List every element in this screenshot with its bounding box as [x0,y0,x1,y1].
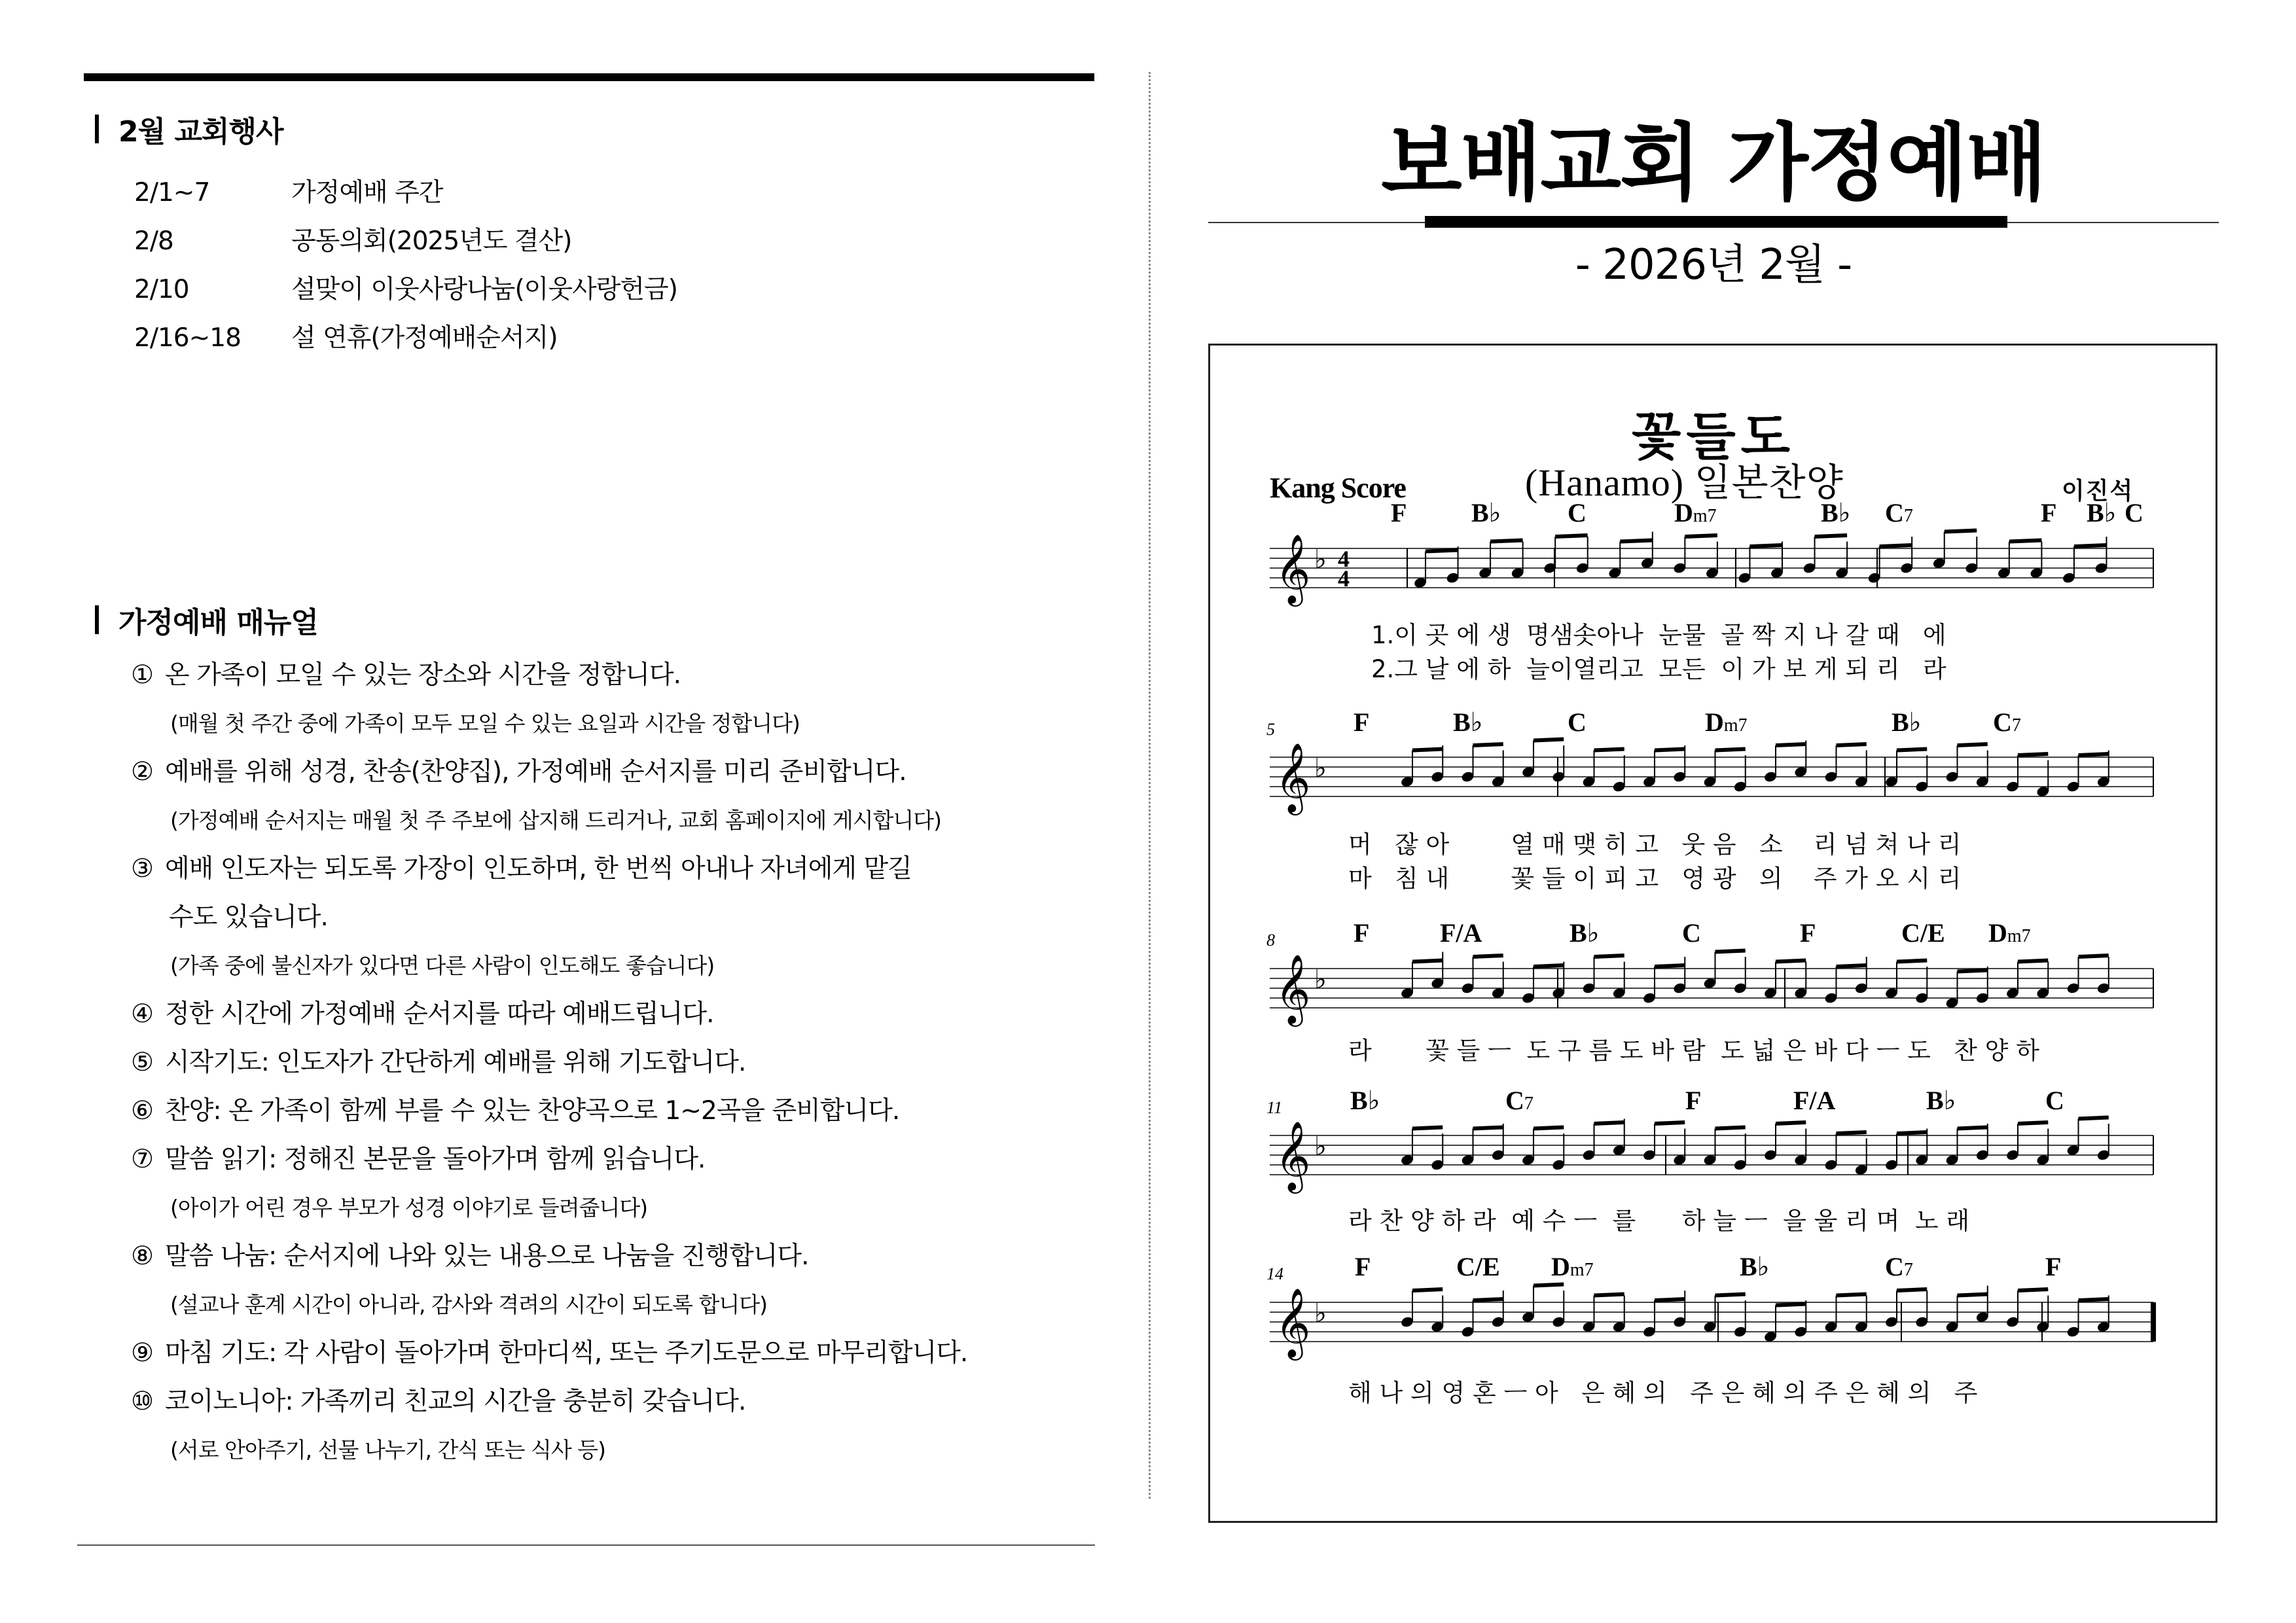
lyric-line: 마 침 내 꽃 들 이 피 고 영 광 의 주 가 오 시 리 [1348,865,1962,893]
manual-note-10: (서로 안아주기, 선물 나누기, 간식 또는 식사 등) [170,1437,605,1463]
measure-number: 14 [1266,1264,1283,1283]
lyric-line: 해 나 의 영 혼 ㅡ 아 은 혜 의 주 은 혜 의 주 은 혜 의 주 [1348,1379,1978,1407]
manual-item-1: ① 온 가족이 모일 수 있는 장소와 시간을 정합니다. [131,660,681,690]
svg-text:𝄞: 𝄞 [1275,533,1311,603]
chord-symbol: B♭ [1471,498,1501,527]
chord-symbol: B♭ [1740,1252,1770,1281]
chord-symbol: F [1391,498,1407,527]
chord-symbol: C7 [1885,498,1913,527]
lyric-line: 머 잖 아 열 매 맺 히 고 웃 음 소 리 넘 쳐 나 리 [1348,830,1962,859]
manual-item-9: ⑨ 마침 기도: 각 사람이 돌아가며 한마디씩, 또는 주기도문으로 마무리합니다. [131,1338,968,1368]
chord-symbol: B♭ [1821,498,1851,527]
page-subtitle: - 2026년 2월 - [1575,241,1852,289]
events-list [134,169,677,363]
manual-note-8: (설교나 훈계 시간이 아니라, 감사와 격려의 시간이 되도록 합니다) [170,1292,767,1317]
title-underline-bar [1425,216,2007,228]
event-date: 2/10 [134,275,189,304]
manual-item-3-continued: 수도 있습니다. [169,902,328,932]
fold-line [1149,72,1151,1499]
measure-number: 8 [1266,931,1275,950]
event-text: 설맞이 이웃사랑나눔(이웃사랑헌금) [291,275,677,304]
event-date: 2/8 [134,226,173,256]
lyric-line: 2.그 날 에 하 늘이열리고 모든 이 가 보 게 되 리 라 [1371,655,1946,683]
manual-item-5: ⑤ 시작기도: 인도자가 간단하게 예배를 위해 기도합니다. [131,1048,746,1077]
chord-symbol: F/A [1440,918,1482,948]
svg-text:𝄞: 𝄞 [1275,742,1311,812]
manual-item-3: ③ 예배 인도자는 되도록 가장이 인도하며, 한 번씩 아내나 자녀에게 맡길 [131,854,912,883]
event-date: 2/1~7 [134,178,210,207]
manual-note-2: (가정예배 순서지는 매월 첫 주 주보에 삽지해 드리거나, 교회 홈페이지에 게시합니다) [170,808,941,833]
chord-symbol: F [1354,918,1370,948]
chord-symbol: B♭ [1570,918,1600,948]
chord-symbol: F [1354,707,1370,737]
chord-symbol: C7 [1505,1086,1534,1115]
composer: 이진석 [2062,478,2134,505]
chord-symbol: Dm7 [1705,707,1748,737]
chord-symbol: C [1682,918,1701,948]
svg-text:𝄞: 𝄞 [1275,954,1311,1024]
measure-number: 11 [1266,1098,1283,1117]
chord-symbol: F/A [1793,1086,1836,1115]
heading-bar-icon [95,605,99,634]
chord-symbol: F [1685,1086,1702,1115]
heading-bar-icon [95,115,99,143]
chord-symbol: C [1568,707,1587,737]
chord-symbol: F [2041,498,2057,527]
music-staff [1270,522,2166,627]
chord-symbol: C7 [1885,1252,1913,1281]
event-text: 공동의회(2025년도 결산) [291,226,572,256]
manual-heading [95,599,318,641]
lyric-line: 라 꽃 들 ㅡ 도 구 름 도 바 람 도 넓 은 바 다 ㅡ 도 찬 양 하 [1348,1037,2039,1065]
manual-note-3: (가족 중에 불신자가 있다면 다른 사람이 인도해도 좋습니다) [170,953,715,978]
svg-text:4: 4 [1338,546,1350,572]
chord-symbol: Dm7 [1551,1252,1594,1281]
music-staff [1270,731,2166,836]
events-heading-text: 2월 교회행사 [118,115,283,149]
event-date: 2/16~18 [134,323,241,353]
lyric-line: 라 찬 양 하 라 예 수 ㅡ 를 하 늘 ㅡ 을 울 리 며 노 래 [1348,1207,1970,1235]
manual-list [131,651,1100,1474]
svg-text:♭: ♭ [1314,753,1327,783]
chord-symbol: B♭ [1350,1086,1380,1115]
page-title: 보배교회 가정예배 [1381,115,2046,212]
chord-symbol: Dm7 [1674,498,1717,527]
event-row [134,314,677,363]
svg-text:𝄞: 𝄞 [1275,1120,1311,1190]
manual-item-6: ⑥ 찬양: 온 가족이 함께 부를 수 있는 찬양곡으로 1~2곡을 준비합니다. [131,1096,900,1126]
song-title: 꽃들도 [1631,408,1796,467]
manual-heading-text: 가정예배 매뉴얼 [118,606,318,639]
chord-symbol: F [2045,1252,2062,1281]
event-text: 가정예배 주간 [291,178,443,207]
chord-symbol: B♭ [1926,1086,1956,1115]
chord-symbol: F [1355,1252,1371,1281]
chord-symbol: F [1800,918,1816,948]
bottom-divider [77,1544,1095,1546]
svg-text:♭: ♭ [1314,1132,1327,1162]
music-staff [1270,1276,2166,1381]
manual-item-7: ⑦ 말씀 읽기: 정해진 본문을 돌아가며 함께 읽습니다. [131,1145,706,1174]
chord-symbol: B♭ [2087,498,2117,527]
manual-item-2: ② 예배를 위해 성경, 찬송(찬양집), 가정예배 순서지를 미리 준비합니다. [131,757,906,787]
top-divider [84,73,1094,81]
manual-item-8: ⑧ 말씀 나눔: 순서지에 나와 있는 내용으로 나눔을 진행합니다. [131,1241,809,1271]
lyric-line: 1.이 곳 에 생 명샘솟아나 눈물 골 짝 지 나 갈 때 에 [1371,621,1946,649]
manual-item-4: ④ 정한 시간에 가정예배 순서지를 따라 예배드립니다. [131,999,714,1029]
chord-symbol: C [1568,498,1587,527]
event-row [134,169,677,217]
song-subtitle: (Hanamo) 일본찬양 [1525,461,1844,504]
chord-symbol: C [2045,1086,2064,1115]
music-staff [1270,1109,2166,1214]
chord-symbol: C/E [1901,918,1945,948]
measure-number: 5 [1266,720,1275,739]
score-publisher: Kang Score [1270,472,1406,504]
events-heading [95,108,283,150]
chord-symbol: Dm7 [1988,918,2031,948]
event-text: 설 연휴(가정예배순서지) [291,323,558,353]
manual-item-10: ⑩ 코이노니아: 가족끼리 친교의 시간을 충분히 갖습니다. [131,1387,746,1416]
event-row [134,266,677,314]
chord-symbol: C7 [1993,707,2021,737]
svg-text:♭: ♭ [1314,1298,1327,1329]
manual-note-1: (매월 첫 주간 중에 가족이 모두 모일 수 있는 요일과 시간을 정합니다) [170,711,800,736]
chord-symbol: C [2125,498,2144,527]
svg-text:♭: ♭ [1314,965,1327,995]
chord-symbol: C/E [1456,1252,1500,1281]
svg-text:𝄞: 𝄞 [1275,1287,1311,1357]
manual-note-7: (아이가 어린 경우 부모가 성경 이야기로 들려줍니다) [170,1195,648,1221]
chord-symbol: B♭ [1453,707,1483,737]
svg-text:4: 4 [1338,565,1350,592]
svg-text:♭: ♭ [1314,544,1327,575]
chord-symbol: B♭ [1892,707,1922,737]
event-row [134,217,677,266]
